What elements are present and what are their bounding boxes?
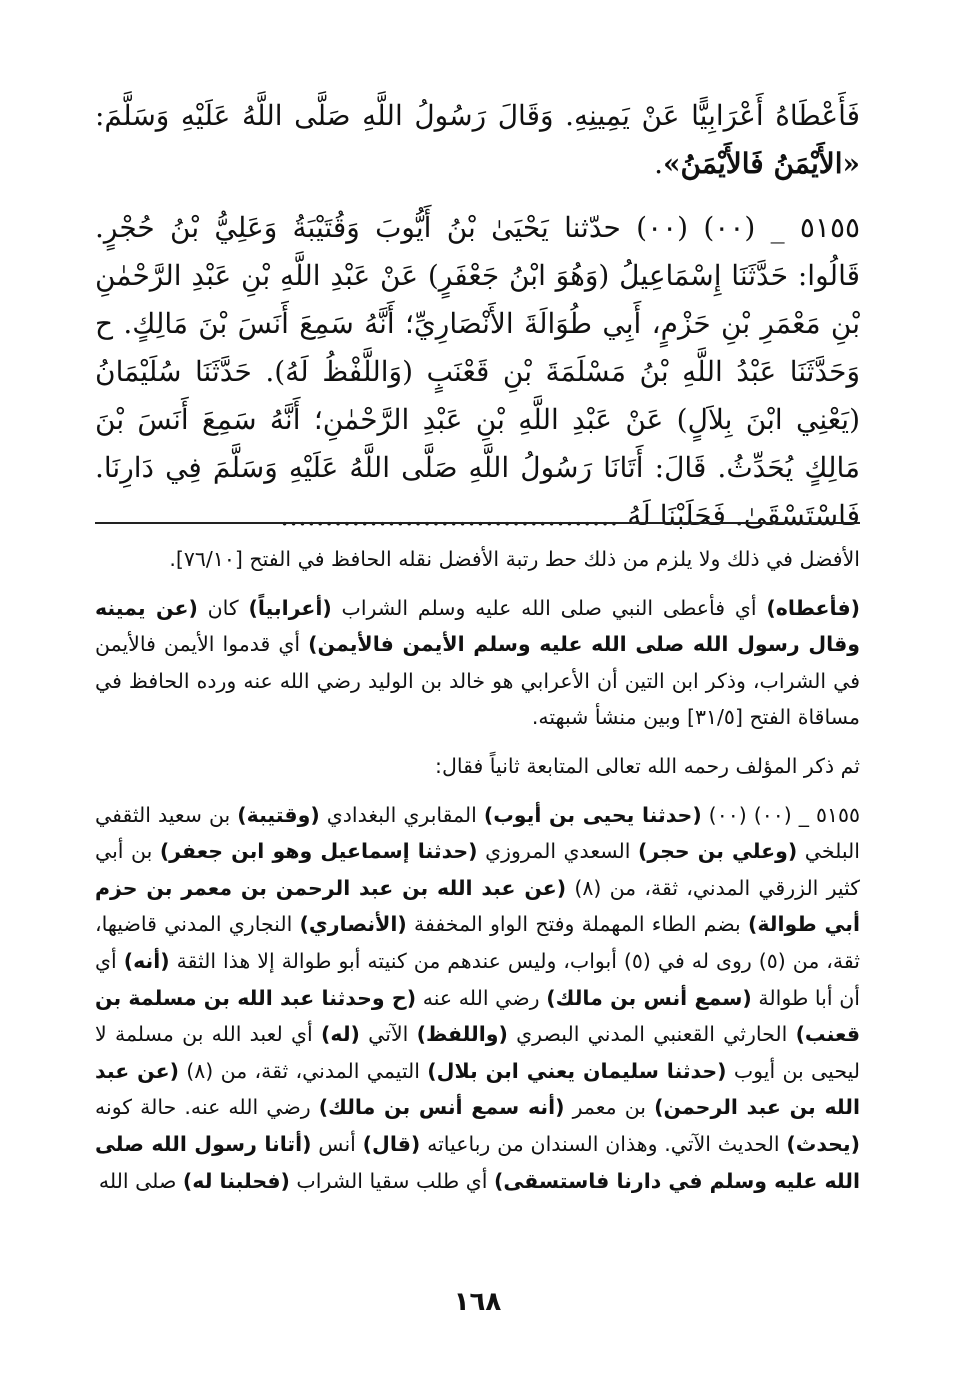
page-number: ١٦٨ <box>453 1287 502 1317</box>
text-run: المقابري البغدادي <box>319 802 484 827</box>
footnote-divider <box>95 522 860 524</box>
text-run: التيمي المدني، ثقة، من (٨) <box>178 1058 428 1083</box>
bold-quote-run: (وعلي بن حجر) <box>637 839 798 864</box>
bold-quote-run: (أنه) <box>123 948 170 973</box>
text-run: أي قدموا الأيمن فالأيمن في الشراب، وذكر ابن التين أن الأعرابي هو خالد بن الوليد رضي الله عنه ورده الحافظ في مساقاة الفتح [٣١/٥] وبين منشأ شبهته. <box>95 632 860 730</box>
bold-quote-run: (عن عبد الله بن عبد الرحمن) <box>95 1058 860 1120</box>
text-run: أنس <box>311 1131 363 1156</box>
hadith-paragraph-2: ٥١٥٥ _ (٠٠) (٠٠) حدّثنا يَحْيَىٰ بْنُ أَيُّوبَ وَقُتَيْبَةُ وَعَلِيُّ بْنُ حُجْرٍ. قَالُوا: حَدَّثَنَا إِسْمَاعِيلُ (وَهُوَ ابْنُ جَعْفَرٍ) عَنْ عَبْدِ اللَّهِ بْنِ عَبْدِ الرَّحْمٰنِ بْنِ مَعْمَرِ بْنِ حَزْمٍ، أَبِي طُوَالَةَ الأَنْصَارِيِّ؛ أَنَّهُ سَمِعَ أَنَسَ بْنَ مَالِكٍ. ح وَحَدَّثَنَا عَبْدُ اللَّهِ بْنُ مَسْلَمَةَ بْنِ قَعْنَبٍ (وَاللَّفْظُ لَهُ). حَدَّثَنَا سُلَيْمَانُ (يَعْنِي ابْنَ بِلاَلٍ) عَنْ عَبْدِ اللَّهِ بْنِ عَبْدِ الرَّحْمٰنِ؛ أَنَّهُ سَمِعَ أَنَسَ بْنَ مَالِكٍ يُحَدِّثُ. قَالَ: أَتَانَا رَسُولُ اللَّهِ صَلَّى اللَّهُ عَلَيْهِ وَسَلَّمَ فِي دَارِنَا. فَاسْتَسْقَىٰ. فَحَلَبْنَا لَهُ ...................................... <box>95 211 861 532</box>
text-run: ٥١٥٥ _ (٠٠) (٠٠) <box>701 802 861 827</box>
text-run: أي أن أبا طوالة <box>95 948 860 1010</box>
text-run: السعدي المروزي <box>477 839 638 864</box>
bold-quote-run: (حدثنا سليمان يعني ابن بلال) <box>427 1058 727 1083</box>
bold-quote-run: (الأنصاري) <box>299 912 407 937</box>
bold-quote-run: (أعرابياً) <box>248 595 332 620</box>
bold-quote-run: (قال) <box>362 1131 421 1156</box>
text-run: كان <box>197 595 249 620</box>
text-run: أي فأعطى النبي صلى الله عليه وسلم الشراب <box>331 595 767 620</box>
commentary-line-1: الأفضل في ذلك ولا يلزم من ذلك حط رتبة الأفضل نقله الحافظ في الفتح [٧٦/١٠]. <box>169 547 860 571</box>
bold-quote-run: (واللفظ) <box>416 1022 508 1047</box>
text-run: بن معمر <box>564 1095 655 1120</box>
hadith-paragraph-1: فَأَعْطَاهُ أَعْرَابِيًّا عَنْ يَمِينِهِ. وَقَالَ رَسُولُ اللَّهِ صَلَّى اللَّهُ عَلَيْهِ وَسَلَّمَ: «الأَيْمَنُ فَالأَيْمَنُ». <box>95 99 860 180</box>
text-run: بضم الطاء المهملة وفتح الواو المخففة <box>406 912 748 937</box>
bold-quote-run: (أنه سمع أنس بن مالك) <box>318 1095 565 1120</box>
commentary-paragraph-3: ثم ذكر المؤلف رحمه الله تعالى المتابعة ثانياً فقال: <box>435 753 860 778</box>
commentary-paragraph-2 <box>95 590 860 736</box>
bold-quote-run: (يحدث) <box>786 1131 860 1156</box>
text-run: بن أبي كثير الزرقي المدني، ثقة، من (٨) <box>95 839 861 900</box>
bold-quote-run: (ح وحدثنا عبد الله بن مسلمة بن قعنب) <box>95 985 860 1047</box>
text-run: الآتي <box>359 1022 417 1047</box>
text-run: الحارثي القعنبي المدني البصري <box>507 1022 796 1047</box>
text-run: أي لعبد الله بن مسلمة لا ليحيى بن أيوب <box>95 1022 860 1083</box>
bold-quote-run: (له) <box>321 1022 360 1047</box>
hadith-quote: «الأَيْمَنُ فَالأَيْمَنُ» <box>663 147 860 180</box>
hadith-main-text <box>95 92 860 540</box>
bold-quote-run: (وقتيبة) <box>237 802 320 827</box>
text-run: النجاري المدني قاضيها، ثقة، من (٥) روى له في (٥) أبواب، وليس عندهم من كنيته أبو طوالة إلا هذا الثقة <box>95 912 860 973</box>
text-run: صلى الله <box>98 1168 183 1193</box>
bold-quote-run: (حدثنا إسماعيل وهو ابن جعفر) <box>159 839 478 864</box>
text-run: أي طلب سقيا الشراب <box>289 1168 494 1193</box>
bold-quote-run: (عن عبد الله بن عبد الرحمن بن معمر بن حزم أبي طوالة) <box>95 875 860 937</box>
commentary-paragraph-4 <box>95 797 860 1200</box>
bold-quote-run: (عن يمينه وقال رسول الله صلى الله عليه وسلم الأيمن فالأيمن) <box>95 595 860 657</box>
bold-quote-run: (فحلبنا له) <box>182 1168 290 1193</box>
text-run: الحديث الآتي. وهذان السندان من رباعياته <box>420 1131 787 1156</box>
bold-quote-run: (أتانا رسول الله صلى الله عليه وسلم في دارنا فاستسقى) <box>95 1131 860 1193</box>
bold-quote-run: (حدثنا يحيى بن أيوب) <box>483 802 702 827</box>
commentary-section <box>95 541 860 1199</box>
text-run: رضي الله عنه <box>416 985 547 1010</box>
bold-quote-run: (فأعطاه) <box>766 595 860 620</box>
bold-quote-run: (سمع أنس بن مالك) <box>546 985 752 1010</box>
text-run: بن سعيد الثقفي البلخي <box>95 802 860 864</box>
text-run: رضي الله عنه. حالة كونه <box>95 1095 319 1120</box>
